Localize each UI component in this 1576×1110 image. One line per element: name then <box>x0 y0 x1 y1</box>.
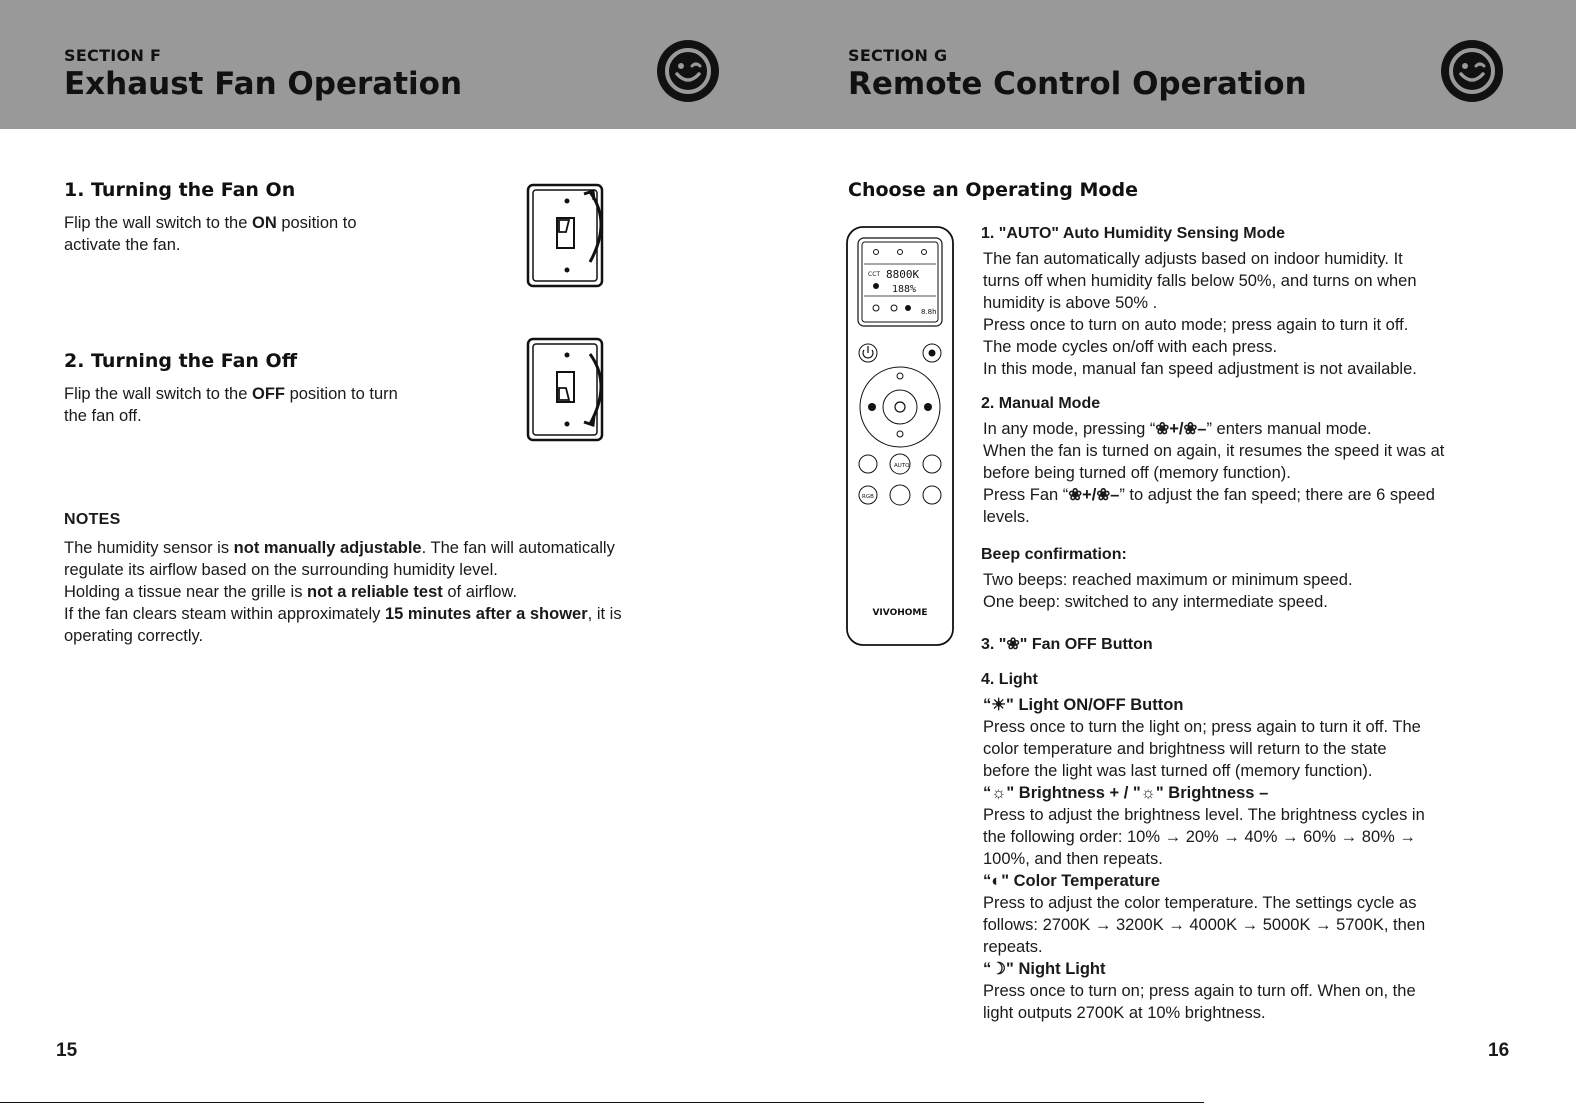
section-g-title: Remote Control Operation <box>848 66 1307 102</box>
manual-mode-text: In any mode, pressing “❀+/❀–” enters manual mode. When the fan is turned on again, it resumes the speed it was at before being turned off (memory function). Press Fan “❀+/❀–” to adjust the fan speed; there are 6 speed levels. <box>983 420 1445 526</box>
fan-off-text: Flip the wall switch to the OFF position to turn the fan off. <box>64 385 398 425</box>
svg-text:RGB: RGB <box>862 494 874 500</box>
night-light-icon: ☽ <box>991 960 1007 978</box>
light-title: 4. Light <box>981 671 1038 688</box>
fan-plus-minus-icon: ❀+/❀– <box>1068 486 1120 504</box>
fan-icon: ❀ <box>1006 636 1020 653</box>
fan-off-button-title: 3. "❀" Fan OFF Button <box>981 636 1153 653</box>
section-f-title: Exhaust Fan Operation <box>64 66 463 102</box>
fan-plus-minus-icon: ❀+/❀– <box>1155 420 1207 438</box>
header-band <box>0 0 1576 129</box>
svg-text:188%: 188% <box>892 284 917 295</box>
wink-logo-icon <box>1441 40 1503 102</box>
fan-on-heading: 1. Turning the Fan On <box>64 179 296 201</box>
wall-switch-off-icon <box>524 336 610 444</box>
fan-on-text: Flip the wall switch to the ON position to activate the fan. <box>64 214 357 254</box>
svg-text:8800K: 8800K <box>886 268 920 281</box>
auto-mode-text: The fan automatically adjusts based on indoor humidity. It turns off when humidity falls below 50%, and turns on when humidity is above 50% . Press once to turn on auto mode; press again to turn it off. The mode cycles on/off with each press. In this mode, manual fan speed adjustment is not available. <box>983 250 1417 378</box>
wall-switch-on-icon <box>524 182 610 290</box>
remote-control-illustration <box>846 226 954 646</box>
auto-mode-title: 1. "AUTO" Auto Humidity Sensing Mode <box>981 225 1286 242</box>
operating-mode-heading: Choose an Operating Mode <box>848 179 1138 201</box>
beep-text: Two beeps: reached maximum or minimum speed. One beep: switched to any intermediate speed. <box>983 571 1353 611</box>
manual-mode-title: 2. Manual Mode <box>981 395 1101 412</box>
page-number-left: 15 <box>56 1040 78 1061</box>
section-f-label: SECTION F <box>64 46 162 65</box>
brightness-down-icon: ☼ <box>1140 784 1156 802</box>
notes-text: The humidity sensor is not manually adjustable. The fan will automatically regulate its airflow based on the surrounding humidity level. Holding a tissue near the grille is not a reliable test of airflow. If the fan clears steam within approximately 15 minutes after a shower, it is operating correctly. <box>64 539 622 645</box>
svg-text:8.8h: 8.8h <box>921 308 937 316</box>
notes-title: NOTES <box>64 511 121 528</box>
wink-logo-icon <box>657 40 719 102</box>
fan-off-heading: 2. Turning the Fan Off <box>64 350 298 372</box>
section-g-label: SECTION G <box>848 46 948 65</box>
svg-text:AUTO: AUTO <box>894 463 910 469</box>
svg-text:VIVOHOME: VIVOHOME <box>872 608 928 618</box>
light-icon: ☀ <box>991 696 1007 714</box>
svg-text:CCT: CCT <box>868 271 881 278</box>
bottom-rule <box>0 1102 1204 1103</box>
page-number-right: 16 <box>1488 1040 1510 1061</box>
brightness-up-icon: ☼ <box>991 784 1007 802</box>
color-temperature-icon: ◐ <box>991 872 1002 890</box>
beep-title: Beep confirmation: <box>981 546 1127 563</box>
light-text: “☀" Light ON/OFF Button Press once to turn the light on; press again to turn it off. The color temperature and brightness will return to the state before the light was last turned off (memory function). “☼" Brightness + / "☼" Brightness – Press to adjust the brightness level. The brightness cycles in the following order: 10% → 20% → 40% → 60% → 80% → 100%, and then repeats. “◐" Color Temperature Press to adjust the color temperature. The settings cycle as follows: 2700K → 3200K → 4000K → 5000K → 5700K, then repeats. “☽" Night Light Press once to turn on; press again to turn off. When on, the light outputs 2700K at 10% brightness. <box>983 696 1426 1022</box>
